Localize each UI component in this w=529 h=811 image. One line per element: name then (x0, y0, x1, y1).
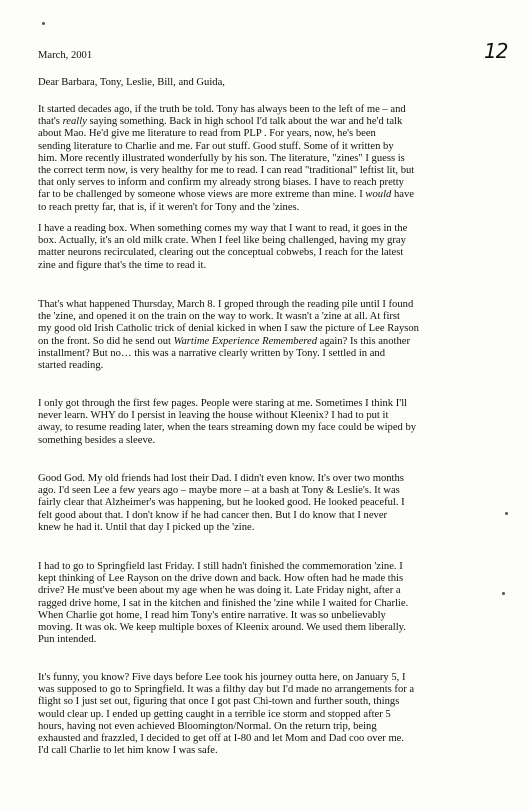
line-text: fairly clear that Alzheimer's was happening, but he looked good. He looked peaceful. I (38, 497, 405, 509)
paragraph (38, 223, 508, 272)
text-line (38, 247, 508, 259)
line-text: again? Is this another (317, 335, 410, 347)
line-text: Pun intended. (38, 634, 97, 646)
text-line (38, 311, 508, 323)
text-line (38, 177, 508, 189)
text-line (38, 360, 508, 372)
line-text: him. More recently illustrated wonderfully by his son. The literature, "zines" I guess is (38, 152, 405, 164)
text-line (38, 165, 508, 177)
line-text: started reading. (38, 360, 104, 372)
line-text: to reach pretty far, that is, if it weren't for Tony and the 'zines. (38, 201, 300, 213)
scan-speck (502, 592, 505, 595)
paragraph (38, 473, 508, 534)
paragraph (38, 672, 508, 757)
line-text: drive? He must've been about my age when he was doing it. Late Friday night, after a (38, 585, 401, 597)
line-text: matter neurons recirculated, clearing out the conceptual cobwebs, I reach for the latest (38, 247, 404, 259)
line-text: that's (38, 116, 63, 128)
line-text: I have a reading box. When something comes my way that I want to read, it goes in the (38, 223, 408, 234)
text-line (38, 260, 508, 272)
text-line (38, 104, 508, 116)
line-text: never learn. WHY do I persist in leaving the house without Kleenix? I had to put it (38, 410, 389, 422)
line-text: installment? But no… this was a narrative clearly written by Tony. I settled in and (38, 347, 386, 359)
line-text: my good old Irish Catholic trick of denial kicked in when I saw the picture of Lee Rayson (38, 323, 419, 335)
text-line (38, 733, 508, 745)
line-text: zine and figure that's the time to read it. (38, 259, 207, 271)
text-line (38, 696, 508, 708)
text-line (38, 672, 508, 684)
text-line (38, 223, 508, 235)
emphasis-text: Wartime Experience Remembered (173, 335, 318, 347)
line-text: ago. I'd seen Lee a few years ago – maybe more – at a bash at Tony & Leslie's. It was (38, 485, 400, 497)
emphasis-text: really (62, 116, 87, 128)
line-text: moving. It was ok. We keep multiple boxes of Kleenix around. We used them liberally. (38, 622, 406, 634)
text-line (38, 510, 508, 522)
line-text: far to be challenged by someone whose views are more extreme than mine. I (38, 189, 366, 201)
text-line (38, 235, 508, 247)
line-text: exhausted and frazzled, I decided to get off at I-80 and let Mom and Dad coo over me. (38, 733, 405, 745)
text-line (38, 128, 508, 140)
text-line (38, 189, 508, 201)
salutation: Dear Barbara, Tony, Leslie, Bill, and Guida, (38, 77, 225, 88)
line-text: was supposed to go to Springfield. It was a filthy day but I'd made no arrangements for a (38, 684, 415, 696)
text-line (38, 745, 508, 757)
text-line (38, 573, 508, 585)
text-line (38, 422, 508, 434)
text-line (38, 485, 508, 497)
paragraph (38, 561, 508, 646)
text-line (38, 473, 508, 485)
text-line (38, 348, 508, 360)
line-text: have (391, 189, 414, 201)
emphasis-text: would (365, 189, 392, 201)
line-text: about Mao. He'd give me literature to read from PLP . For years, now, he's been (38, 128, 376, 140)
text-line (38, 634, 508, 646)
line-text: kept thinking of Lee Rayson on the drive down and back. How often had he made this (38, 573, 404, 585)
text-line (38, 410, 508, 422)
line-text: something besides a sleeve. (38, 434, 156, 446)
text-line (38, 299, 508, 311)
line-text: That's what happened Thursday, March 8. I groped through the reading pile until I found (38, 299, 414, 310)
line-text: sending literature to Charlie and me. Far out stuff. Good stuff. Some of it written by (38, 140, 394, 152)
line-text: that only serves to inform and confirm my already strong biases. I have to reach pretty (38, 177, 404, 189)
line-text: I only got through the first few pages. People were staring at me. Sometimes I think I'll (38, 398, 408, 409)
text-line (38, 585, 508, 597)
line-text: I had to go to Springfield last Friday. I still hadn't finished the commemoration 'zine. I (38, 561, 403, 572)
line-text: Good God. My old friends had lost their Dad. I didn't even know. It's over two months (38, 473, 404, 484)
text-line (38, 561, 508, 573)
text-line (38, 610, 508, 622)
text-line (38, 721, 508, 733)
text-line (38, 202, 508, 214)
text-line (38, 684, 508, 696)
page-number: 12 (484, 39, 508, 63)
paragraph (38, 398, 508, 447)
line-text: It started decades ago, if the truth be told. Tony has always been to the left of me – and (38, 104, 406, 115)
line-text: felt good about that. I don't know if he had cancer then. But I do know that I never (38, 509, 388, 521)
line-text: would clear up. I ended up getting caught in a terrible ice storm and stopped after 5 (38, 708, 391, 720)
text-line (38, 709, 508, 721)
text-line (38, 497, 508, 509)
letter-date: March, 2001 (38, 50, 93, 61)
line-text: saying something. Back in high school I'd talk about the war and he'd talk (86, 116, 403, 128)
text-line (38, 435, 508, 447)
line-text: When Charlie got home, I read him Tony's entire narrative. It was so unbelievably (38, 609, 386, 621)
line-text: on the front. So did he send out (38, 335, 174, 347)
line-text: flight so I just set out, figuring that once I got past Chi-town and further south, things (38, 696, 400, 708)
line-text: I'd call Charlie to let him know I was safe. (38, 745, 218, 757)
text-line (38, 522, 508, 534)
text-line (38, 398, 508, 410)
line-text: the 'zine, and opened it on the train on the way to work. It wasn't a 'zine at all. At first (38, 311, 400, 323)
scan-speck (505, 512, 508, 515)
text-line (38, 336, 508, 348)
line-text: box. Actually, it's an old milk crate. When I feel like being challenged, having my gray (38, 235, 406, 247)
line-text: ragged drive home, I sat in the kitchen and finished the 'zine while I waited for Charlie. (38, 597, 409, 609)
line-text: away, to resume reading later, when the tears streaming down my face could be wiped by (38, 422, 417, 434)
text-line (38, 153, 508, 165)
text-line (38, 598, 508, 610)
scan-speck (42, 22, 45, 25)
line-text: the correct term now, is very healthy for me to read. I can read "traditional" leftist lit, but (38, 165, 415, 177)
line-text: hours, having not even achieved Bloomington/Normal. On the return trip, being (38, 720, 377, 732)
line-text: knew he had it. Until that day I picked up the 'zine. (38, 521, 255, 533)
text-line (38, 116, 508, 128)
paragraph (38, 299, 508, 372)
text-line (38, 323, 508, 335)
text-line (38, 622, 508, 634)
line-text: It's funny, you know? Five days before Lee took his journey outta here, on January 5, I (38, 672, 406, 683)
paragraph (38, 104, 508, 214)
text-line (38, 141, 508, 153)
